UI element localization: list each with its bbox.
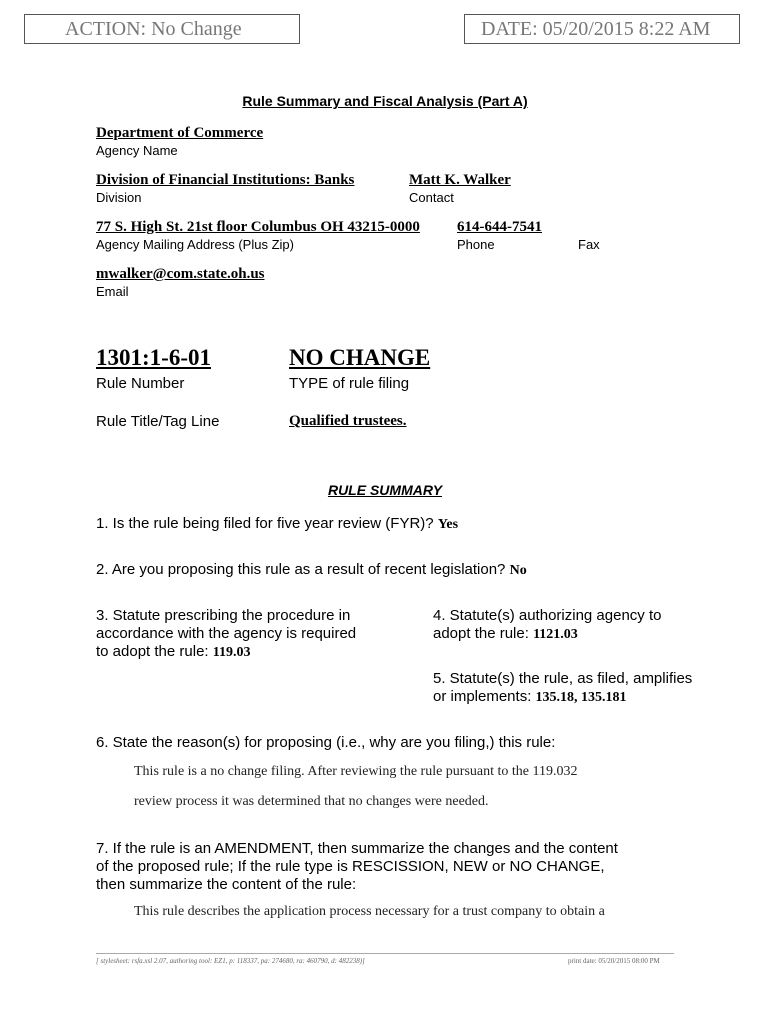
- mailing-address-label: Agency Mailing Address (Plus Zip): [96, 237, 294, 252]
- answer-4: 1121.03: [533, 627, 578, 642]
- answer-1: Yes: [437, 517, 459, 532]
- rule-number: 1301:1-6-01: [96, 345, 211, 370]
- footer-print-date: print date: 05/20/2015 08:00 PM: [568, 957, 660, 965]
- agency-name: Department of Commerce: [96, 125, 264, 141]
- question-7-line-3: then summarize the content of the rule:: [96, 876, 357, 893]
- fax-label: Fax: [578, 237, 600, 252]
- date-box: [464, 14, 740, 44]
- question-1: [96, 515, 458, 534]
- answer-6-line-1: This rule is a no change filing. After reviewing the rule pursuant to the 119.032: [134, 764, 578, 779]
- filing-type-label: TYPE of rule filing: [289, 375, 410, 392]
- email-address: mwalker@com.state.oh.us: [96, 266, 265, 282]
- division-label: Division: [96, 190, 142, 205]
- answer-6-line-2: review process it was determined that no changes were needed.: [134, 794, 489, 809]
- contact-label: Contact: [409, 190, 454, 205]
- question-4-line-2: adopt the rule:: [433, 625, 529, 642]
- question-2: [96, 561, 527, 580]
- answer-5: 135.18, 135.181: [535, 690, 627, 705]
- question-7-line-1: 7. If the rule is an AMENDMENT, then summarize the changes and the content: [96, 840, 618, 857]
- rule-summary-heading: RULE SUMMARY: [327, 482, 443, 498]
- agency-name-label: Agency Name: [96, 143, 178, 158]
- answer-3: 119.03: [212, 645, 251, 660]
- mailing-address: 77 S. High St. 21st floor Columbus OH 43215-0000: [96, 219, 420, 235]
- answer-7-line-1: This rule describes the application process necessary for a trust company to obtain a: [134, 904, 605, 919]
- page-title: Rule Summary and Fiscal Analysis (Part A): [242, 93, 528, 109]
- question-6: 6. State the reason(s) for proposing (i.e., why are you filing,) this rule:: [96, 734, 556, 751]
- date-text: DATE: 05/20/2015 8:22 AM: [481, 18, 711, 40]
- action-text: ACTION: No Change: [65, 18, 242, 40]
- rule-title-label: Rule Title/Tag Line: [96, 413, 220, 430]
- contact-name: Matt K. Walker: [409, 172, 511, 188]
- rule-number-label: Rule Number: [96, 375, 185, 392]
- footer-divider: [96, 953, 674, 954]
- question-5: [433, 670, 692, 707]
- action-box: [24, 14, 300, 44]
- question-3-line-2: accordance with the agency is required: [96, 625, 357, 642]
- phone-label: Phone: [457, 237, 495, 252]
- question-5-line-2: or implements:: [433, 688, 532, 705]
- filing-type: NO CHANGE: [289, 345, 431, 370]
- question-1-text: 1. Is the rule being filed for five year review (FYR)?: [96, 515, 434, 532]
- question-3-line-3: to adopt the rule:: [96, 643, 209, 660]
- phone-number: 614-644-7541: [457, 219, 542, 235]
- question-4: [433, 607, 661, 644]
- email-label: Email: [96, 284, 129, 299]
- question-5-line-1: 5. Statute(s) the rule, as filed, amplifies: [433, 670, 693, 687]
- rule-title: Qualified trustees.: [289, 413, 407, 429]
- question-2-text: 2. Are you proposing this rule as a result of recent legislation?: [96, 561, 506, 578]
- question-4-line-1: 4. Statute(s) authorizing agency to: [433, 607, 662, 624]
- footer-stylesheet-info: [ stylesheet: rsfa.xsl 2.07, authoring tool: EZ1, p: 118337, pa: 274680, ra: 460790, d: 482238)]: [96, 957, 365, 965]
- question-7-line-2: of the proposed rule; If the rule type is RESCISSION, NEW or NO CHANGE,: [96, 858, 605, 875]
- answer-2: No: [509, 563, 527, 578]
- question-3-line-1: 3. Statute prescribing the procedure in: [96, 607, 351, 624]
- question-7: [96, 840, 618, 894]
- question-3: [96, 607, 356, 662]
- division-name: Division of Financial Institutions: Banks: [96, 172, 355, 188]
